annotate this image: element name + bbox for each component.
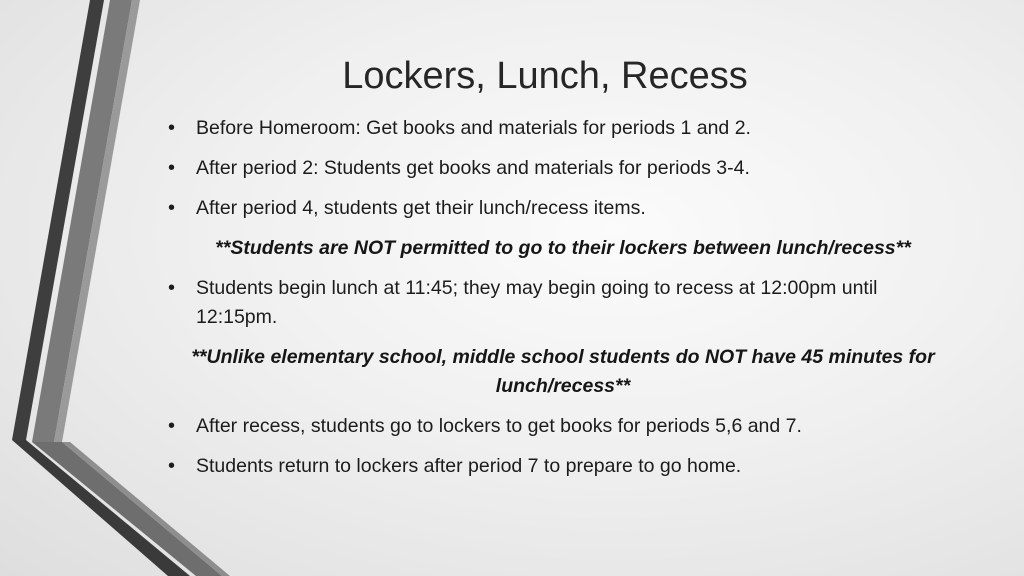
- bullet-text: After period 4, students get their lunch/recess items.: [196, 197, 646, 219]
- bullet-item: [168, 412, 958, 441]
- emphasis-note: **Unlike elementary school, middle school students do NOT have 45 minutes for lunch/recess**: [191, 346, 935, 397]
- bullet-text: Students return to lockers after period 7 to prepare to go home.: [196, 455, 742, 477]
- stripe-inner-light: [54, 0, 140, 442]
- bullet-dot-icon: •: [168, 415, 176, 437]
- bullet-text: After period 2: Students get books and materials for periods 3-4.: [196, 157, 750, 179]
- bullet-item: [168, 114, 958, 143]
- emphasis-note: **Students are NOT permitted to go to their lockers between lunch/recess**: [215, 237, 911, 259]
- slide-content: [168, 114, 958, 481]
- bullet-item: [168, 194, 958, 223]
- bullet-text: After recess, students go to lockers to get books for periods 5,6 and 7.: [196, 415, 802, 437]
- bullet-dot-icon: •: [168, 277, 176, 299]
- bullet-dot-icon: •: [168, 157, 176, 179]
- bullet-item: [168, 274, 958, 332]
- bullet-dot-icon: •: [168, 117, 176, 139]
- bullet-text: Before Homeroom: Get books and materials for periods 1 and 2.: [196, 117, 751, 139]
- slide-title: Lockers, Lunch, Recess: [342, 55, 748, 97]
- bullet-dot-icon: •: [168, 455, 176, 477]
- bullet-item: [168, 452, 958, 481]
- bullet-item: [168, 154, 958, 183]
- bullet-text: Students begin lunch at 11:45; they may begin going to recess at 12:00pm until 12:15pm.: [196, 277, 878, 328]
- bullet-dot-icon: •: [168, 197, 176, 219]
- stripe-lower-dark: [12, 440, 190, 576]
